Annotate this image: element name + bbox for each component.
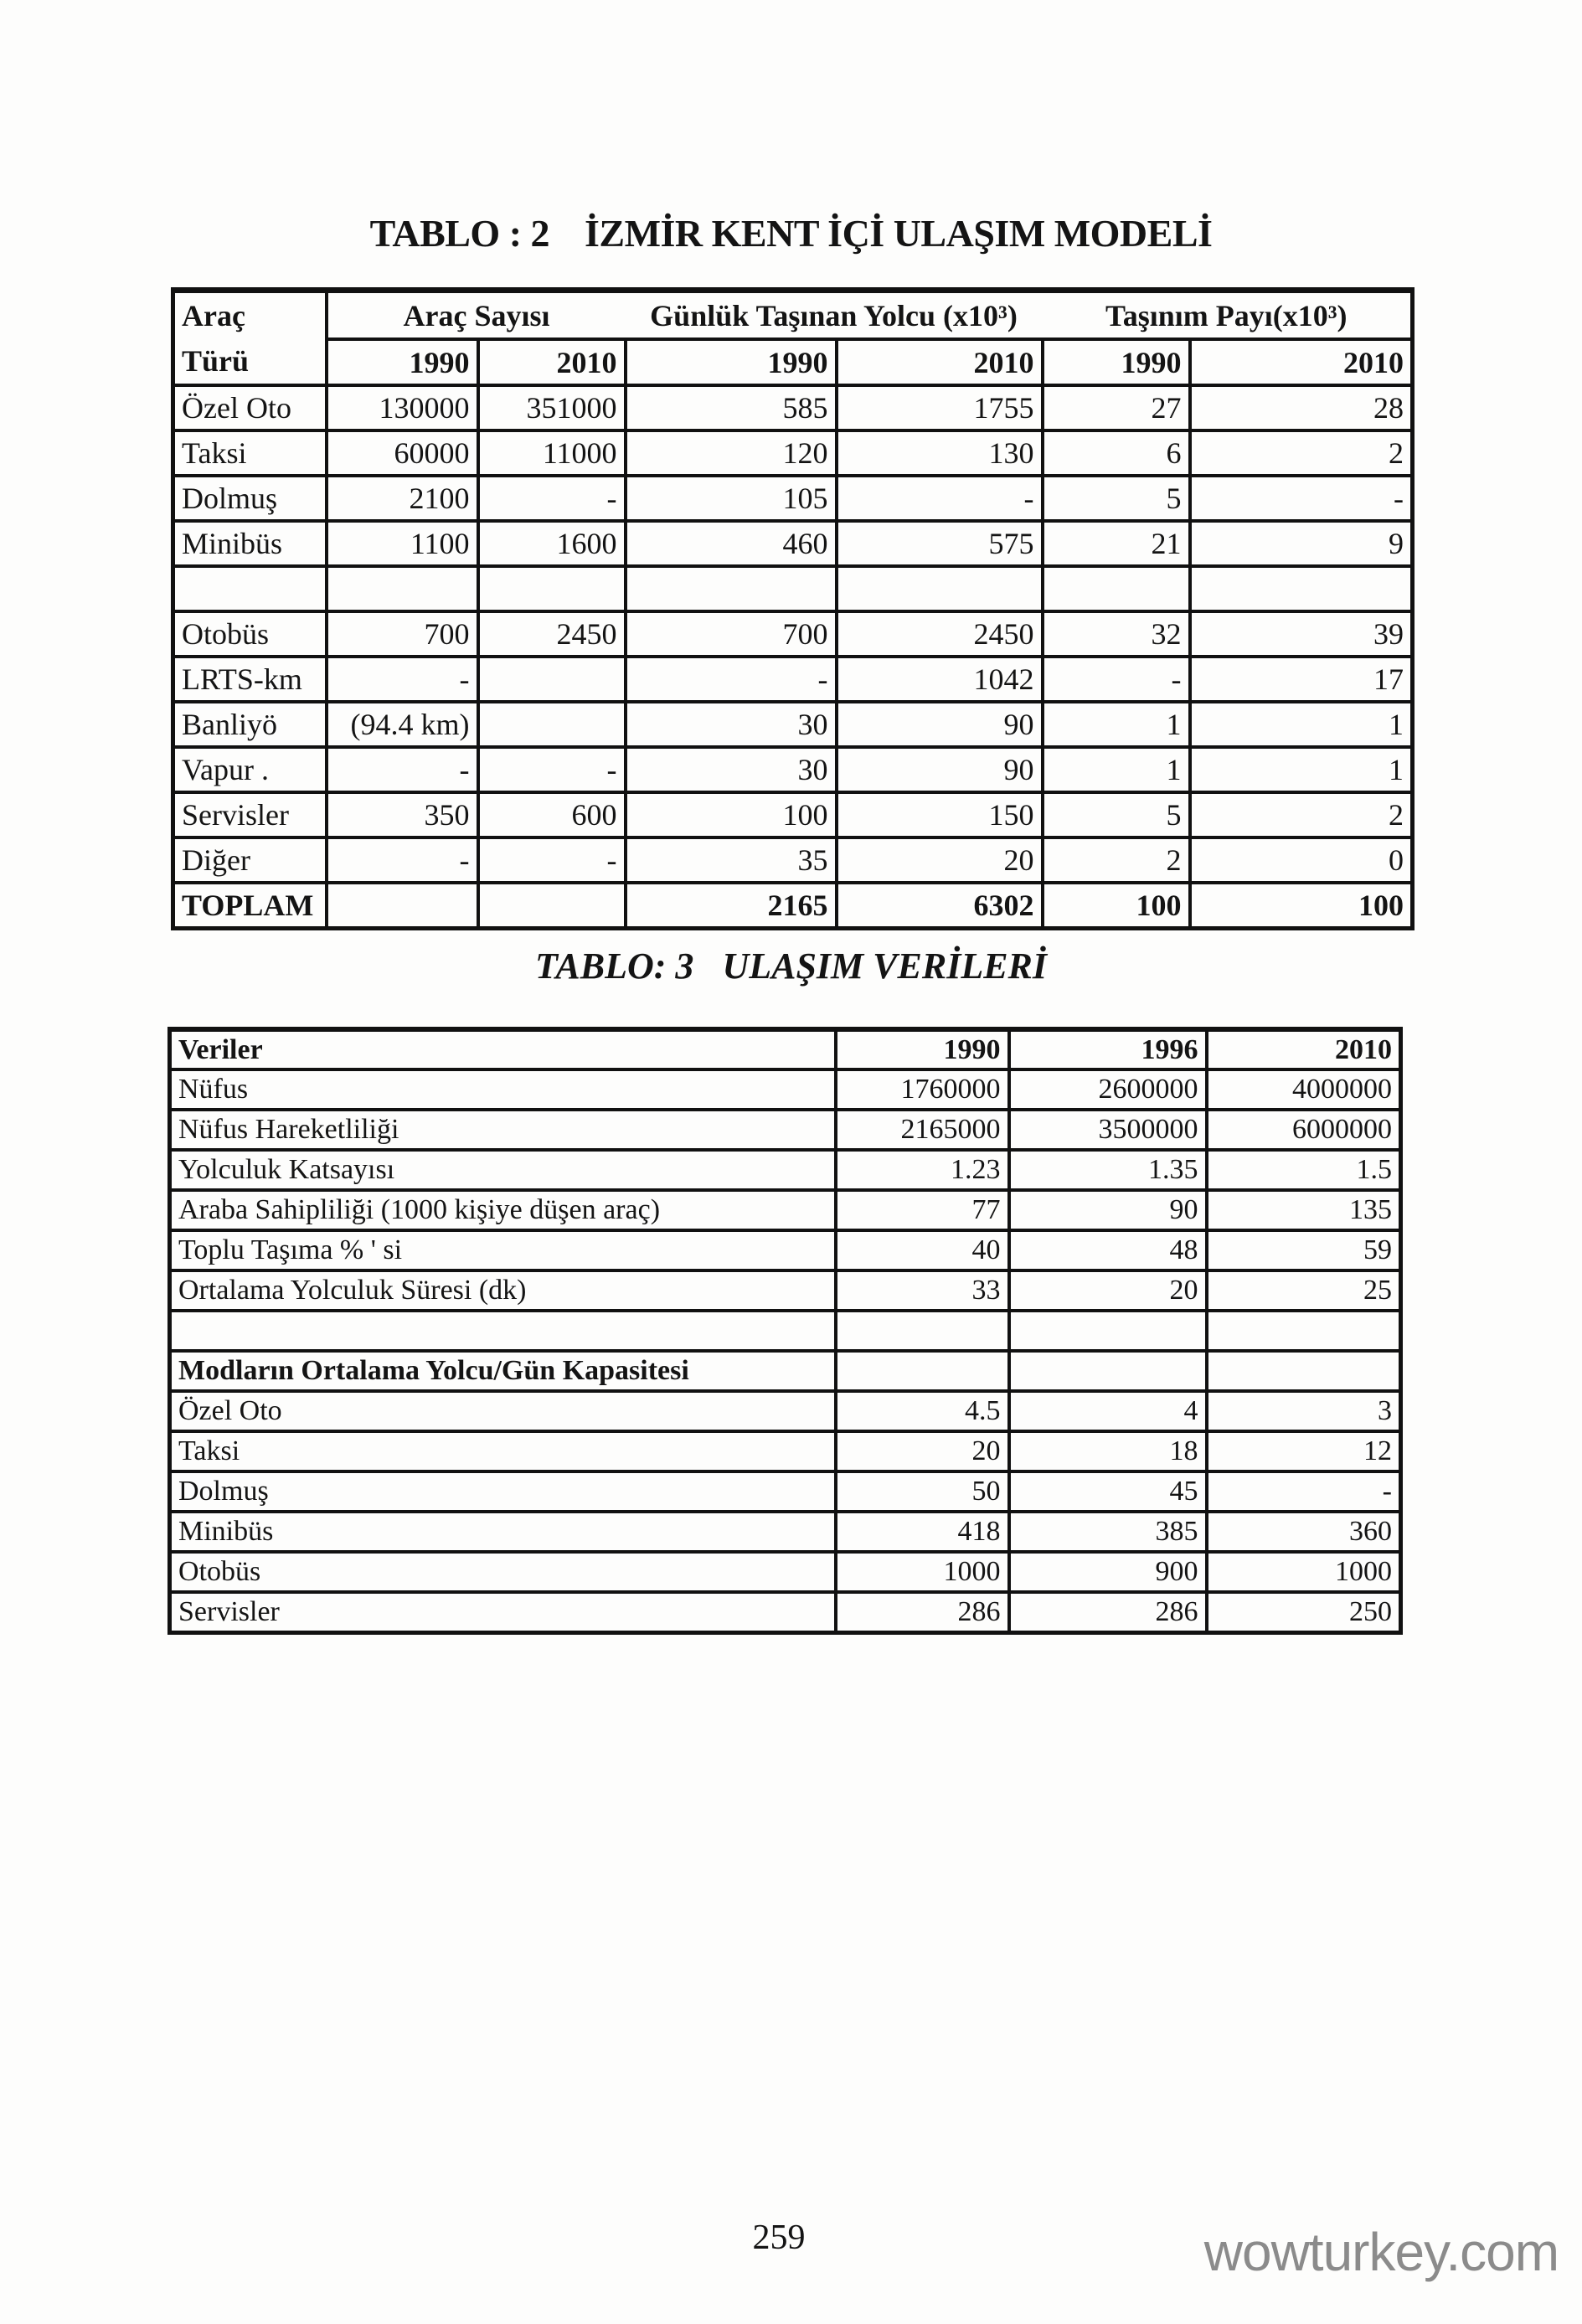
- cell: [1190, 566, 1413, 611]
- row-label: Nüfus: [170, 1069, 836, 1110]
- cell: [1207, 1311, 1401, 1351]
- year-header: 1990: [327, 339, 478, 385]
- cell: 286: [836, 1592, 1009, 1632]
- corner-line-2: Türü: [182, 344, 250, 378]
- table-row: [170, 1150, 1401, 1190]
- table-row: [170, 1270, 1401, 1311]
- cell: 20: [837, 837, 1043, 883]
- cell: 900: [1009, 1552, 1207, 1592]
- row-label: Taksi: [170, 1431, 836, 1471]
- cell: 1000: [836, 1552, 1009, 1592]
- cell: [1207, 1351, 1401, 1391]
- cell: 20: [836, 1431, 1009, 1471]
- cell: -: [1043, 657, 1190, 702]
- row-label: Taksi: [173, 430, 327, 476]
- cell: [1043, 566, 1190, 611]
- cell: 6000000: [1207, 1110, 1401, 1150]
- cell: 575: [837, 521, 1043, 566]
- year-header: 1990: [836, 1029, 1009, 1069]
- cell: 27: [1043, 385, 1190, 430]
- cell: 25: [1207, 1270, 1401, 1311]
- row-label: Minibüs: [170, 1512, 836, 1552]
- cell: 28: [1190, 385, 1413, 430]
- table-row: [173, 837, 1413, 883]
- cell: 460: [626, 521, 837, 566]
- cell: [836, 1311, 1009, 1351]
- cell: [327, 883, 478, 928]
- cell: 286: [1009, 1592, 1207, 1632]
- cell: 6: [1043, 430, 1190, 476]
- cell: 30: [626, 702, 837, 747]
- cell: -: [626, 657, 837, 702]
- column-header-veriler: Veriler: [170, 1029, 836, 1069]
- cell: 32: [1043, 611, 1190, 657]
- cell: 700: [327, 611, 478, 657]
- group-header-vehicle-count: Araç Sayısı: [327, 291, 626, 340]
- row-label: LRTS-km: [173, 657, 327, 702]
- table-row-empty: [173, 566, 1413, 611]
- cell: 2450: [478, 611, 626, 657]
- row-label: Servisler: [173, 792, 327, 837]
- table-row: [170, 1431, 1401, 1471]
- cell: 135: [1207, 1190, 1401, 1230]
- cell: 700: [626, 611, 837, 657]
- cell: 385: [1009, 1512, 1207, 1552]
- watermark: wowturkey.com: [1203, 2222, 1559, 2282]
- row-label: Otobüs: [170, 1552, 836, 1592]
- row-label: Banliyö: [173, 702, 327, 747]
- row-label: Toplu Taşıma % ' si: [170, 1230, 836, 1270]
- row-label: Dolmuş: [170, 1471, 836, 1512]
- cell: 39: [1190, 611, 1413, 657]
- cell: 150: [837, 792, 1043, 837]
- row-label: Nüfus Hareketliliği: [170, 1110, 836, 1150]
- year-header: 2010: [478, 339, 626, 385]
- table-row: [173, 385, 1413, 430]
- cell: -: [1190, 476, 1413, 521]
- cell: -: [1207, 1471, 1401, 1512]
- cell: [327, 566, 478, 611]
- cell: 1600: [478, 521, 626, 566]
- table-row: [173, 430, 1413, 476]
- cell: 1: [1190, 702, 1413, 747]
- cell: 2: [1043, 837, 1190, 883]
- table-row: [170, 1230, 1401, 1270]
- cell: 5: [1043, 792, 1190, 837]
- row-label: [170, 1311, 836, 1351]
- cell: 33: [836, 1270, 1009, 1311]
- cell: -: [478, 837, 626, 883]
- table-row: [170, 1391, 1401, 1431]
- cell: 2: [1190, 430, 1413, 476]
- table-row-total: [173, 883, 1413, 928]
- cell: 585: [626, 385, 837, 430]
- cell: [478, 566, 626, 611]
- cell: [837, 566, 1043, 611]
- table-row: [170, 1190, 1401, 1230]
- cell: 77: [836, 1190, 1009, 1230]
- cell: [1009, 1351, 1207, 1391]
- cell: -: [327, 657, 478, 702]
- cell: -: [478, 476, 626, 521]
- cell: [626, 566, 837, 611]
- cell: 1760000: [836, 1069, 1009, 1110]
- cell: 105: [626, 476, 837, 521]
- cell: 4.5: [836, 1391, 1009, 1431]
- cell: 1: [1043, 702, 1190, 747]
- table3-title-text: ULAŞIM VERİLERİ: [722, 946, 1048, 987]
- table2-year-header-row: [173, 339, 1413, 385]
- cell: 120: [626, 430, 837, 476]
- cell: 3: [1207, 1391, 1401, 1431]
- table-row: [173, 747, 1413, 792]
- year-header: 1996: [1009, 1029, 1207, 1069]
- cell: 2450: [837, 611, 1043, 657]
- cell: 1100: [327, 521, 478, 566]
- cell: 2165: [626, 883, 837, 928]
- cell: 360: [1207, 1512, 1401, 1552]
- row-label: Minibüs: [173, 521, 327, 566]
- cell: 100: [1043, 883, 1190, 928]
- group-header-share: Taşınım Payı(x10³): [1043, 291, 1413, 340]
- row-label: Araba Sahipliliği (1000 kişiye düşen araç): [170, 1190, 836, 1230]
- cell: 45: [1009, 1471, 1207, 1512]
- cell: 9: [1190, 521, 1413, 566]
- row-label: Dolmuş: [173, 476, 327, 521]
- cell: 4000000: [1207, 1069, 1401, 1110]
- cell: [478, 883, 626, 928]
- cell: 250: [1207, 1592, 1401, 1632]
- cell: 4: [1009, 1391, 1207, 1431]
- cell: 18: [1009, 1431, 1207, 1471]
- cell: 30: [626, 747, 837, 792]
- cell: 418: [836, 1512, 1009, 1552]
- cell: 100: [626, 792, 837, 837]
- cell: 1.5: [1207, 1150, 1401, 1190]
- table-row: [170, 1592, 1401, 1632]
- cell: 2: [1190, 792, 1413, 837]
- table-row: [170, 1512, 1401, 1552]
- year-header: 1990: [626, 339, 837, 385]
- cell: 0: [1190, 837, 1413, 883]
- cell: 21: [1043, 521, 1190, 566]
- corner-line-1: Araç: [182, 299, 245, 332]
- cell: 12: [1207, 1431, 1401, 1471]
- cell: 130: [837, 430, 1043, 476]
- table-row: [173, 657, 1413, 702]
- cell: 1042: [837, 657, 1043, 702]
- row-label-total: TOPLAM: [173, 883, 327, 928]
- cell: 59: [1207, 1230, 1401, 1270]
- table-row: [170, 1069, 1401, 1110]
- row-label: Vapur .: [173, 747, 327, 792]
- row-label: Diğer: [173, 837, 327, 883]
- cell: 35: [626, 837, 837, 883]
- cell: -: [327, 747, 478, 792]
- table-row: [173, 521, 1413, 566]
- cell: 3500000: [1009, 1110, 1207, 1150]
- table-row: [170, 1471, 1401, 1512]
- cell: -: [478, 747, 626, 792]
- row-label: Yolculuk Katsayısı: [170, 1150, 836, 1190]
- cell: 11000: [478, 430, 626, 476]
- table2-corner-header: [173, 291, 327, 386]
- cell: 2600000: [1009, 1069, 1207, 1110]
- row-label: [173, 566, 327, 611]
- table-row-empty: [170, 1311, 1401, 1351]
- table-row: [173, 611, 1413, 657]
- table3-title: [0, 945, 1582, 987]
- row-label: Özel Oto: [173, 385, 327, 430]
- year-header: 2010: [1190, 339, 1413, 385]
- cell: [478, 657, 626, 702]
- cell: 90: [837, 702, 1043, 747]
- row-label: Otobüs: [173, 611, 327, 657]
- cell: 100: [1190, 883, 1413, 928]
- cell: 600: [478, 792, 626, 837]
- cell: 1.23: [836, 1150, 1009, 1190]
- cell: 48: [1009, 1230, 1207, 1270]
- cell: 2100: [327, 476, 478, 521]
- cell: 6302: [837, 883, 1043, 928]
- cell: 351000: [478, 385, 626, 430]
- table3-header-row: [170, 1029, 1401, 1069]
- cell: 40: [836, 1230, 1009, 1270]
- row-label: Servisler: [170, 1592, 836, 1632]
- cell: 90: [837, 747, 1043, 792]
- cell: 1000: [1207, 1552, 1401, 1592]
- group-header-daily-passengers: Günlük Taşınan Yolcu (x10³): [626, 291, 1043, 340]
- table-section-row: [170, 1351, 1401, 1391]
- cell: 17: [1190, 657, 1413, 702]
- cell: 1: [1190, 747, 1413, 792]
- table3-title-prefix: TABLO: 3: [534, 946, 694, 987]
- cell: 2165000: [836, 1110, 1009, 1150]
- cell: -: [837, 476, 1043, 521]
- table2-title-text: İZMİR KENT İÇİ ULAŞIM MODELİ: [585, 212, 1213, 255]
- table2-title-prefix: TABLO : 2: [369, 212, 550, 255]
- table2-group-header-row: [173, 291, 1413, 340]
- cell: [478, 702, 626, 747]
- transport-data-table: [167, 1027, 1403, 1635]
- page-number: 259: [752, 2218, 806, 2257]
- transport-model-table: [171, 287, 1415, 930]
- cell: 90: [1009, 1190, 1207, 1230]
- cell: 1: [1043, 747, 1190, 792]
- cell: 50: [836, 1471, 1009, 1512]
- year-header: 2010: [837, 339, 1043, 385]
- table-row: [170, 1110, 1401, 1150]
- cell: 1.35: [1009, 1150, 1207, 1190]
- cell: (94.4 km): [327, 702, 478, 747]
- cell: 5: [1043, 476, 1190, 521]
- year-header: 1990: [1043, 339, 1190, 385]
- year-header: 2010: [1207, 1029, 1401, 1069]
- table-row: [173, 702, 1413, 747]
- cell: [1009, 1311, 1207, 1351]
- table-row: [173, 792, 1413, 837]
- cell: [836, 1351, 1009, 1391]
- table-row: [173, 476, 1413, 521]
- cell: 60000: [327, 430, 478, 476]
- cell: 20: [1009, 1270, 1207, 1311]
- table2-title: [0, 211, 1582, 255]
- cell: 130000: [327, 385, 478, 430]
- cell: 350: [327, 792, 478, 837]
- section-header-label: Modların Ortalama Yolcu/Gün Kapasitesi: [170, 1351, 836, 1391]
- cell: 1755: [837, 385, 1043, 430]
- table-row: [170, 1552, 1401, 1592]
- row-label: Özel Oto: [170, 1391, 836, 1431]
- cell: -: [327, 837, 478, 883]
- row-label: Ortalama Yolculuk Süresi (dk): [170, 1270, 836, 1311]
